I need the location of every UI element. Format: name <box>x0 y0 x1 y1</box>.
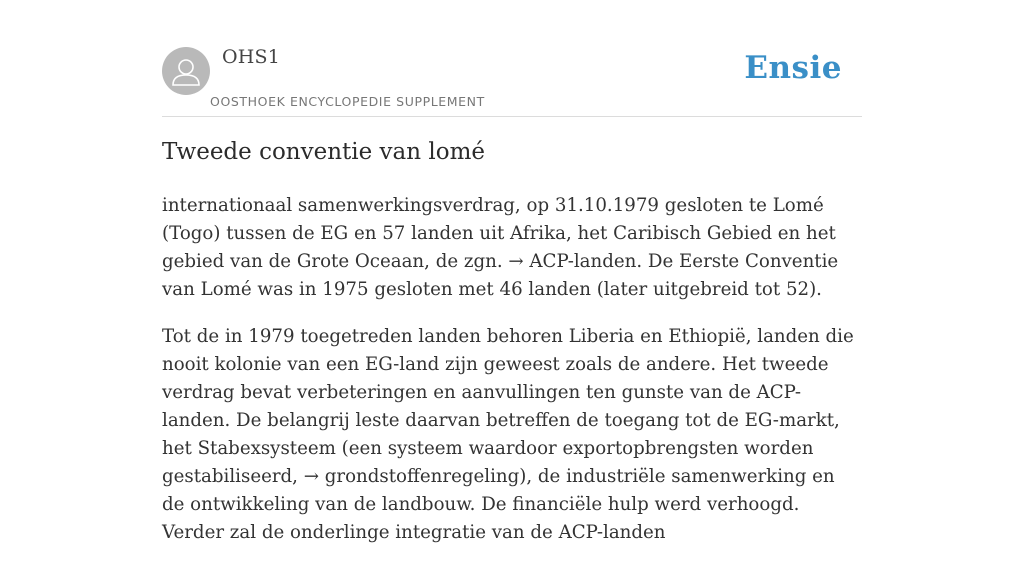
article-paragraph-2: Tot de in 1979 toegetreden landen behoren Liberia en Ethiopië, landen die nooit kolonie van een EG-land zijn geweest zoals de andere. Het tweede verdrag bevat verbeteringen en aanvullingen ten gunste van de ACP-landen. De belangrij leste daarvan betreffen de toegang tot de EG-markt, het Stabexsysteem (een systeem waardoor exportopbrengsten worden gestabiliseerd, → grondstoffenregeling), de industriële samenwerking en de ontwikkeling van de landbouw. De financiële hulp werd verhoogd. Verder zal de onderlinge integratie van de ACP-landen <box>162 326 854 543</box>
article-title: Tweede conventie van lomé <box>162 139 486 165</box>
page-container <box>162 0 862 543</box>
avatar[interactable] <box>162 47 210 95</box>
article-paragraph-1: internationaal samenwerkingsverdrag, op 31.10.1979 gesloten te Lomé (Togo) tussen de EG en 57 landen uit Afrika, het Caribisch Gebied en het gebied van de Grote Oceaan, de zgn. → ACP-landen. De Eerste Conventie van Lomé was in 1975 gesloten met 46 landen (later uitgebreid tot 52). <box>162 195 839 300</box>
user-icon <box>162 47 210 95</box>
article-header <box>162 0 862 117</box>
author-name[interactable]: OHS1 <box>222 46 281 68</box>
brand-logo[interactable]: Ensie <box>744 50 842 86</box>
source-label[interactable]: OOSTHOEK ENCYCLOPEDIE SUPPLEMENT <box>210 94 485 109</box>
article-body <box>162 192 862 566</box>
